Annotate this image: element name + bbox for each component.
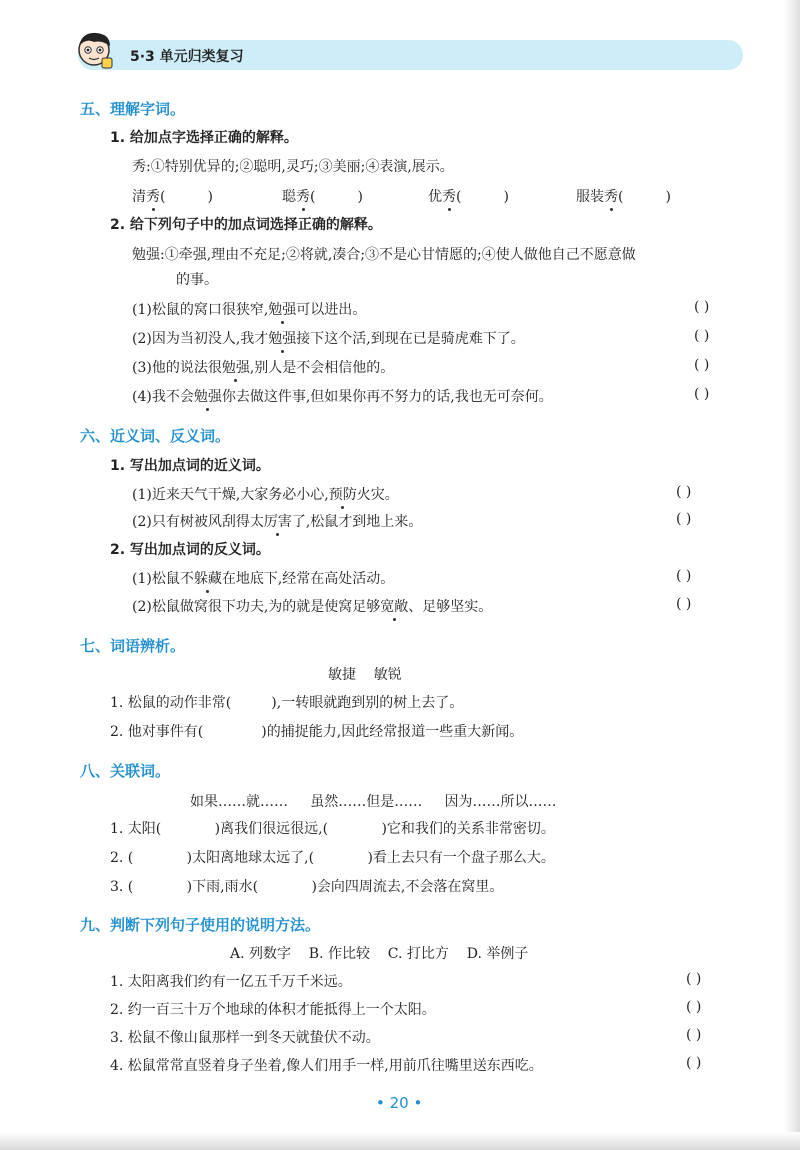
sec6-q2-answer-1[interactable]: ( ) <box>676 568 692 584</box>
sec5-q2-row-4: (4)我不会勉强你去做这件事,但如果你再不努力的话,我也无可奈何。 <box>132 386 553 406</box>
sec9-answer-2[interactable]: ( ) <box>686 999 702 1015</box>
page-bottom-shadow <box>0 1132 800 1150</box>
sec5-q2-answer-1[interactable]: ( ) <box>694 299 710 315</box>
sec7-word-choices: 敏捷 敏锐 <box>328 667 402 683</box>
unit-review-title: 5·3 单元归类复习 <box>130 49 244 65</box>
sec8-connectives: 如果……就…… 虽然……但是…… 因为……所以…… <box>190 794 557 810</box>
section-6-title: 六、近义词、反义词。 <box>80 427 231 445</box>
section-9-title: 九、判断下列句子使用的说明方法。 <box>80 916 321 934</box>
sec5-q1-definition: 秀:①特别优异的;②聪明,灵巧;③美丽;④表演,展示。 <box>132 159 454 175</box>
sec7-row-2: 2. 他对事件有( )的捕捉能力,因此经常报道一些重大新闻。 <box>110 724 524 740</box>
sec6-q1-row-2: (2)只有树被风刮得太厉害了,松鼠才到地上来。 <box>132 511 422 531</box>
sec6-q2-row-2: (2)松鼠做窝很下功夫,为的就是使窝足够宽敞、足够坚实。 <box>132 596 492 616</box>
page-edge-shadow <box>784 0 800 1150</box>
sec6-question-2: 2. 写出加点词的反义词。 <box>110 542 270 558</box>
sec9-row-3: 3. 松鼠不像山鼠那样一到冬天就蛰伏不动。 <box>110 1030 380 1046</box>
section-8-title: 八、关联词。 <box>80 762 171 780</box>
sec5-q2-answer-4[interactable]: ( ) <box>694 386 710 402</box>
sec5-q2-row-1: (1)松鼠的窝口很狭窄,勉强可以进出。 <box>132 299 366 319</box>
sec8-row-1: 1. 太阳( )离我们很远很远,( )它和我们的关系非常密切。 <box>110 821 555 837</box>
sec7-row-1: 1. 松鼠的动作非常( ),一转眼就跑到别的树上去了。 <box>110 695 464 711</box>
sec8-row-3: 3. ( )下雨,雨水( )会向四周流去,不会落在窝里。 <box>110 879 504 895</box>
sec5-q2-row-3: (3)他的说法很勉强,别人是不会相信他的。 <box>132 357 394 377</box>
sec6-q1-row-1: (1)近来天气干燥,大家务必小心,预防火灾。 <box>132 484 399 504</box>
sec5-question-1: 1. 给加点字选择正确的解释。 <box>110 130 298 146</box>
sec5-q2-definition-line-2: 的事。 <box>176 272 218 288</box>
sec5-q1-item-1: 清秀( ) <box>132 186 213 206</box>
sec9-answer-3[interactable]: ( ) <box>686 1027 702 1043</box>
sec6-q2-answer-2[interactable]: ( ) <box>676 596 692 612</box>
sec9-answer-4[interactable]: ( ) <box>686 1055 702 1071</box>
page-number: • 20 • <box>376 1094 423 1112</box>
sec5-q2-definition-line-1: 勉强:①牵强,理由不充足;②将就,凑合;③不是心甘情愿的;④使人做他自己不愿意做 <box>132 247 636 263</box>
sec6-question-1: 1. 写出加点词的近义词。 <box>110 458 270 474</box>
sec9-options: A. 列数字 B. 作比较 C. 打比方 D. 举例子 <box>230 946 529 962</box>
sec6-q1-answer-1[interactable]: ( ) <box>676 484 692 500</box>
section-5-title: 五、理解字词。 <box>80 100 186 118</box>
sec5-question-2: 2. 给下列句子中的加点词选择正确的解释。 <box>110 217 382 233</box>
sec9-row-2: 2. 约一百三十万个地球的体积才能抵得上一个太阳。 <box>110 1002 436 1018</box>
sec8-row-2: 2. ( )太阳离地球太远了,( )看上去只有一个盘子那么大。 <box>110 850 555 866</box>
sec5-q1-item-2: 聪秀( ) <box>282 186 363 206</box>
student-mascot-icon <box>72 28 118 72</box>
section-7-title: 七、词语辨析。 <box>80 637 186 655</box>
sec6-q2-row-1: (1)松鼠不躲藏在地底下,经常在高处活动。 <box>132 568 394 588</box>
sec5-q2-answer-2[interactable]: ( ) <box>694 328 710 344</box>
sec5-q1-item-4: 服装秀( ) <box>576 186 671 206</box>
sec9-row-1: 1. 太阳离我们约有一亿五千万千米远。 <box>110 974 352 990</box>
sec5-q2-row-2: (2)因为当初没人,我才勉强接下这个活,到现在已是骑虎难下了。 <box>132 328 525 348</box>
sec9-answer-1[interactable]: ( ) <box>686 971 702 987</box>
sec5-q2-answer-3[interactable]: ( ) <box>694 357 710 373</box>
sec6-q1-answer-2[interactable]: ( ) <box>676 511 692 527</box>
sec9-row-4: 4. 松鼠常常直竖着身子坐着,像人们用手一样,用前爪往嘴里送东西吃。 <box>110 1058 543 1074</box>
sec5-q1-item-3: 优秀( ) <box>428 186 509 206</box>
